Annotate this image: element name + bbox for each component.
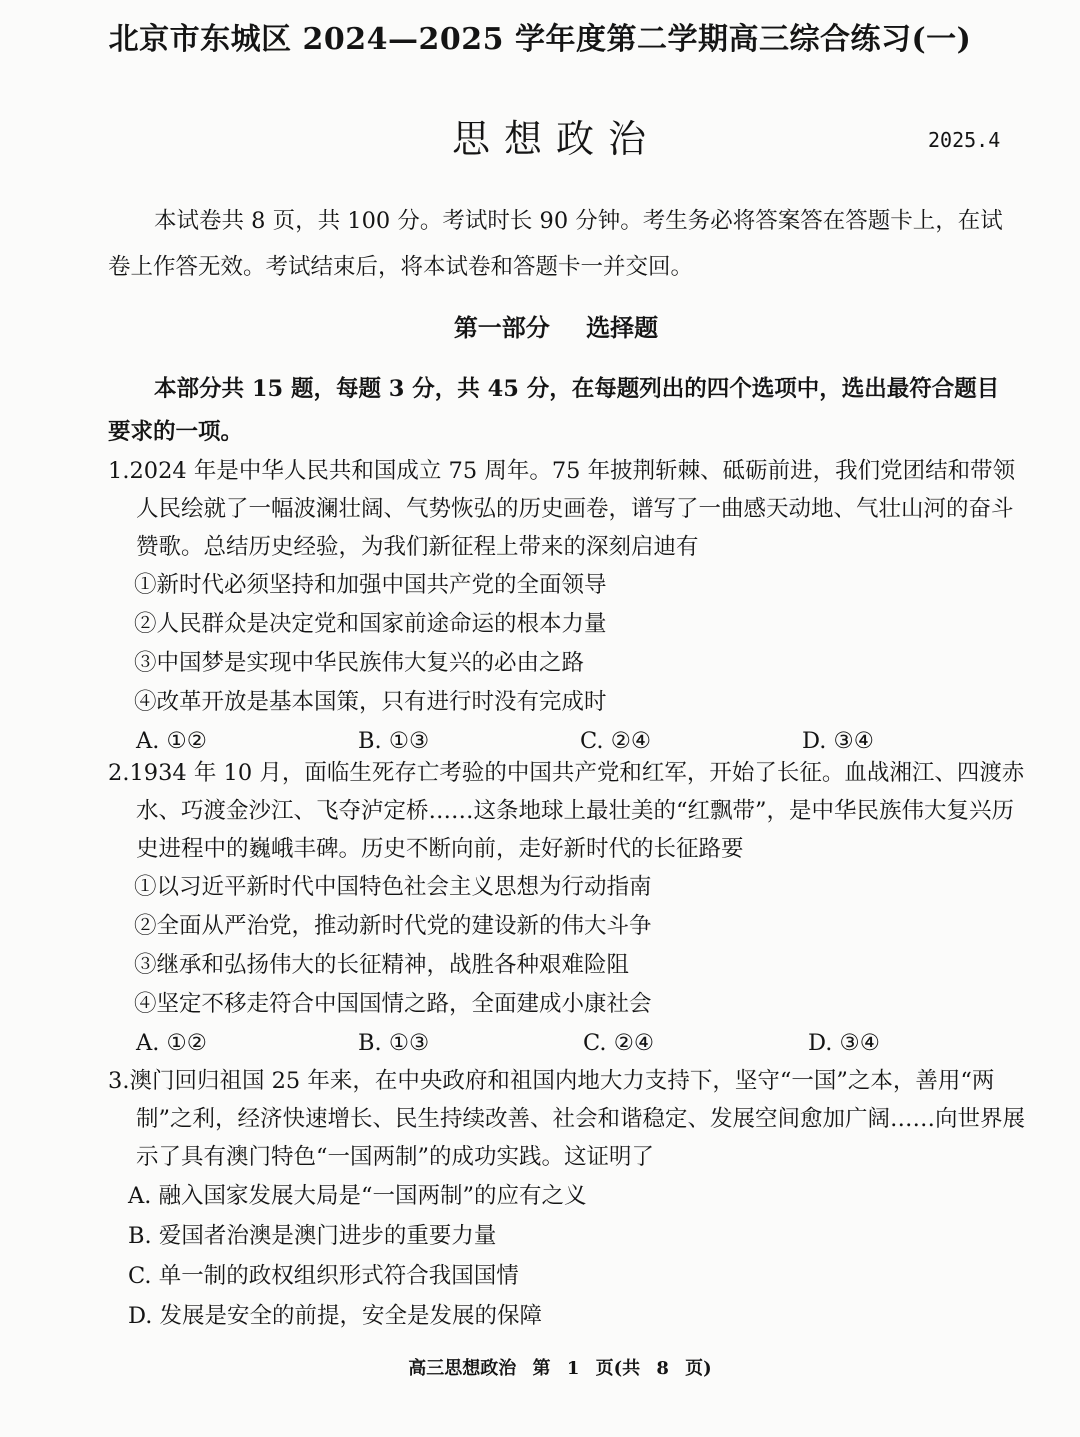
option-c: C. ②④	[580, 728, 652, 754]
question-3	[108, 1062, 1028, 1336]
option-b: B. 爱国者治澳是澳门进步的重要力量	[128, 1223, 497, 1249]
option-c: C. 单一制的政权组织形式符合我国国情	[128, 1263, 519, 1289]
question-1	[108, 452, 1028, 760]
statement-3: ③继承和弘扬伟大的长征精神，战胜各种艰难险阻	[134, 952, 630, 978]
statement-4: ④改革开放是基本国策，只有进行时没有完成时	[134, 689, 607, 715]
section-description: 本部分共 15 题，每题 3 分，共 45 分，在每题列出的四个选项中，选出最符合题目要求的一项。	[108, 376, 1000, 445]
option-b: B. ①③	[358, 728, 430, 754]
question-number: 2.	[108, 760, 130, 786]
question-text: 2024 年是中华人民共和国成立 75 周年。75 年披荆斩棘、砥砺前进，我们党团结和带领人民绘就了一幅波澜壮阔、气势恢弘的历史画卷，谱写了一曲感天动地、气壮山河的奋斗赞歌。总结历史经验，为我们新征程上带来的深刻启迪有	[129, 458, 1016, 560]
exam-date: 2025.4	[928, 128, 1001, 152]
statement-1: ①以习近平新时代中国特色社会主义思想为行动指南	[134, 874, 652, 900]
question-stem	[108, 1062, 1028, 1176]
answer-options	[108, 1024, 1028, 1062]
question-2	[108, 754, 1028, 1062]
question-number: 3.	[108, 1068, 130, 1094]
question-number: 1.	[108, 458, 130, 484]
subject-title: 思想政治	[451, 117, 660, 161]
option-b: B. ①③	[358, 1030, 430, 1056]
option-d: D. 发展是安全的前提，安全是发展的保障	[128, 1303, 543, 1329]
question-text: 1934 年 10 月，面临生死存亡考验的中国共产党和红军，开始了长征。血战湘江、四渡赤水、巧渡金沙江、飞夺泸定桥……这条地球上最壮美的“红飘带”，是中华民族伟大复兴历史进程中的巍峨丰碑。历史不断向前，走好新时代的长征路要	[129, 760, 1025, 862]
question-stem	[108, 452, 1028, 566]
option-d: D. ③④	[808, 1030, 880, 1056]
exam-title: 北京市东城区 2024—2025 学年度第二学期高三综合练习(一)	[108, 22, 972, 57]
question-text: 澳门回归祖国 25 年来，在中央政府和祖国内地大力支持下，坚守“一国”之本，善用“两制”之利，经济快速增长、民生持续改善、社会和谐稳定、发展空间愈加广阔……向世界展示了具有澳门特色“一国两制”的成功实践。这证明了	[129, 1068, 1026, 1170]
statement-1: ①新时代必须坚持和加强中国共产党的全面领导	[134, 572, 607, 598]
section-title: 第一部分 选择题	[453, 313, 659, 342]
statement-2: ②人民群众是决定党和国家前途命运的根本力量	[134, 611, 607, 637]
exam-instructions: 本试卷共 8 页，共 100 分。考试时长 90 分钟。考生务必将答案答在答题卡上，在试卷上作答无效。考试结束后，将本试卷和答题卡一并交回。	[108, 208, 1003, 280]
page-footer: 高三思想政治 第 1 页(共 8 页)	[408, 1358, 712, 1379]
option-c: C. ②④	[583, 1030, 655, 1056]
option-a: A. ①②	[136, 1030, 207, 1056]
question-stem	[108, 754, 1028, 868]
option-a: A. ①②	[136, 728, 207, 754]
option-d: D. ③④	[802, 728, 874, 754]
statement-2: ②全面从严治党，推动新时代党的建设新的伟大斗争	[134, 913, 652, 939]
option-a: A. 融入国家发展大局是“一国两制”的应有之义	[128, 1183, 587, 1209]
statement-3: ③中国梦是实现中华民族伟大复兴的必由之路	[134, 650, 585, 676]
statement-4: ④坚定不移走符合中国国情之路，全面建成小康社会	[134, 991, 652, 1017]
